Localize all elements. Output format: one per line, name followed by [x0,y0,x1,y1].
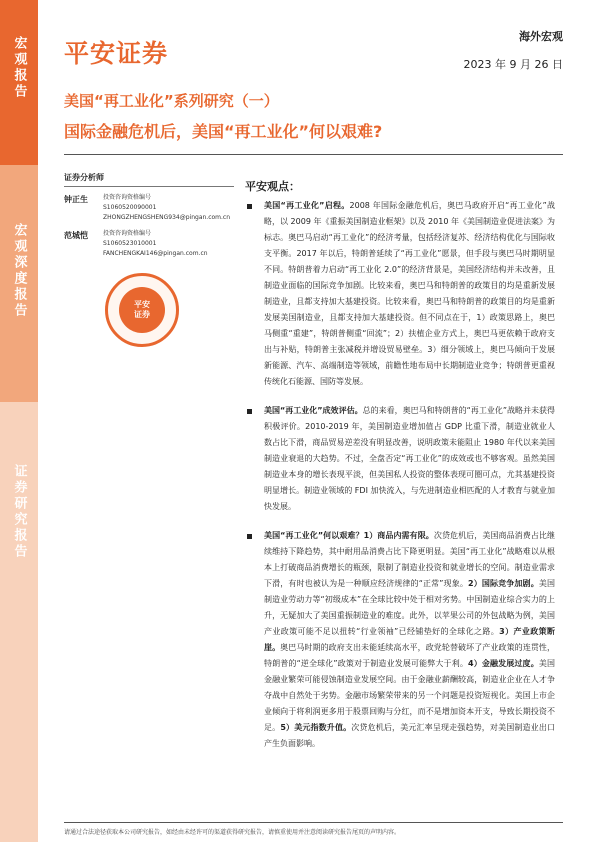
title-divider [64,154,563,155]
analyst-entry [64,193,244,223]
analyst-cert-number: S1060523010001 [103,240,157,247]
stamp-logo: 平安 证券 [119,287,165,333]
sub-point-body: 奥巴马时期的政府支出未能延续高水平，政党轮替破坏了产业政策的连贯性，特朗普的“逆全球化”政策对于制造业发展可能弊大于利。 [264,643,555,668]
header-meta [464,28,563,72]
key-points [245,178,555,752]
point-lead: 美国“再工业化”何以艰难？ [264,531,364,540]
side-band [0,0,38,842]
sub-point-lead: 3）产业政策断崖。 [264,627,555,652]
sub-point-lead: 5）美元指数升值。 [280,723,352,732]
point-body: 总的来看，奥巴马和特朗普的“再工业化”战略并未获得积极评价。2010-2019 年，美国制造业增加值占 GDP 比重下滑，制造业就业人数占比下滑，商品贸易逆差没有明显改善，说明政策未能阻止 1980 年代以来美国制造业衰退的大趋势。不过，全盘否定“再工业化”的成效或也不够客观。虽然美国制造业本身的增长表现平淡，但美国私人投资的整体表现可圈可点，尤其基建投资明显增长。制造业领域的 FDI 加快流入，与先进制造业相匹配的人才教育与就业加快发展。 [264,406,556,511]
analyst-cert-label: 投资咨询资格编号 [103,230,152,237]
analyst-email[interactable]: ZHONGZHENGSHENG934@pingan.com.cn [103,214,231,221]
series-title: 美国“再工业化”系列研究（一） [64,92,279,110]
report-date: 2023 年 9 月 26 日 [463,58,563,71]
sub-point-body: 美国制造业劳动力等“初级成本”在全球比较中处于相对劣势。中国制造业综合实力的上升，无疑加大了美国重振制造业的难度。此外，以苹果公司的外包战略为例，美国产业政策可能不足以扭转“行业领袖”已经铺垫好的全球化之路。 [264,579,556,636]
key-points-heading: 平安观点： [245,180,300,193]
report-type: 海外宏观 [519,30,563,43]
qr-code-stamp [105,273,179,347]
point-paragraph [245,198,555,390]
sub-point-body: 美国金融业繁荣可能侵蚀制造业发展空间。由于金融业薪酬较高，制造业企业在人才争夺战中自然处于劣势。金融市场繁荣带来的另一个问题是投资短视化。美国上市企业倾向于将利润更多用于股票回购与分红，而不是增加资本开支，导致长期投资不足。 [264,659,556,732]
point-body: 2008 年国际金融危机后，奥巴马政府开启“再工业化”战略，以 2009 年《重振美国制造业框架》以及 2010 年《美国制造业促进法案》为标志。奥巴马启动“再工业化”的经济考量，包括经济复苏、经济结构优化与国际收支平衡。2017 年以后，特朗普延续了“再工业化”愿景，但手段与奥巴马时期明显不同。特朗普着力启动“再工业化 2.0”的经济背景是，美国经济结构并未改善，且制造业面临的国际竞争加剧。比较来看，奥巴马和特朗普的政策目的均是重新发展制造业，且都支持加大基建投资。比较来看，奥巴马和特朗普的政策目的均是重新发展美国制造业，且都支持加大基建投资。但不同点在于，1）政策思路上，奥巴马侧重“重建”，特朗普侧重“回流”；2）扶植企业方式上，奥巴马更依赖于政府支出与补贴，特朗普主张减税并增设贸易壁垒。3）细分领域上，奥巴马倾向于发展新能源、汽车、高端制造等领域，前瞻性地布局中长期制造业竞争；特朗普更重视传统化石能源、国防等发展。 [264,201,555,386]
sub-point-body: 次贷危机后，美国商品消费占比继续维持下降趋势，其中耐用品消费占比下降更明显。美国“再工业化”战略难以从根本上打破商品消费增长的瓶颈，限制了制造业投资和就业增长的空间。制造业需求下滑，有时也被认为是一种顺应经济规律的“正常”现象。 [264,531,556,588]
square-bullet-icon [247,204,252,209]
analyst-cert-label: 投资咨询资格编号 [103,194,152,201]
analysts-heading: 证券分析师 [64,172,234,187]
analyst-name: 钟正生 [64,195,88,204]
analyst-name: 范城恺 [64,231,88,240]
square-bullet-icon [247,409,252,414]
square-bullet-icon [247,534,252,539]
brand-logo: 平安证券 [64,39,169,68]
point-paragraph [245,528,555,752]
analyst-cert-number: S1060520090001 [103,204,157,211]
point-paragraph [245,403,555,515]
sub-point-lead: 2）国际竞争加剧。 [468,579,539,588]
analysts-panel [64,172,244,259]
point-lead: 美国“再工业化”启程。 [264,201,350,210]
analyst-entry [64,229,244,259]
band-securities-research: 证券研究报告 [0,402,38,842]
page-title: 国际金融危机后，美国“再工业化”何以艰难? [64,122,383,141]
sub-point-body: 次贷危机后，美元汇率呈现走强趋势，对美国制造业出口产生负面影响。 [264,723,555,748]
band-macro-report: 宏观报告 [0,0,38,165]
sub-point-lead: 4）金融发展过度。 [468,659,539,668]
footer-divider [64,822,563,823]
band-macro-deep-report: 宏观深度报告 [0,165,38,402]
analyst-email[interactable]: FANCHENGKAI146@pingan.com.cn [103,250,208,257]
footer-disclaimer: 请通过合法途径获取本公司研究报告，如经由未经许可的渠道获得研究报告，请慎重使用并注意阅读研究报告尾页的声明内容。 [64,829,401,836]
point-lead: 美国“再工业化”成效评估。 [264,406,363,415]
sub-point-lead: 1）商品内需有限。 [363,531,434,540]
